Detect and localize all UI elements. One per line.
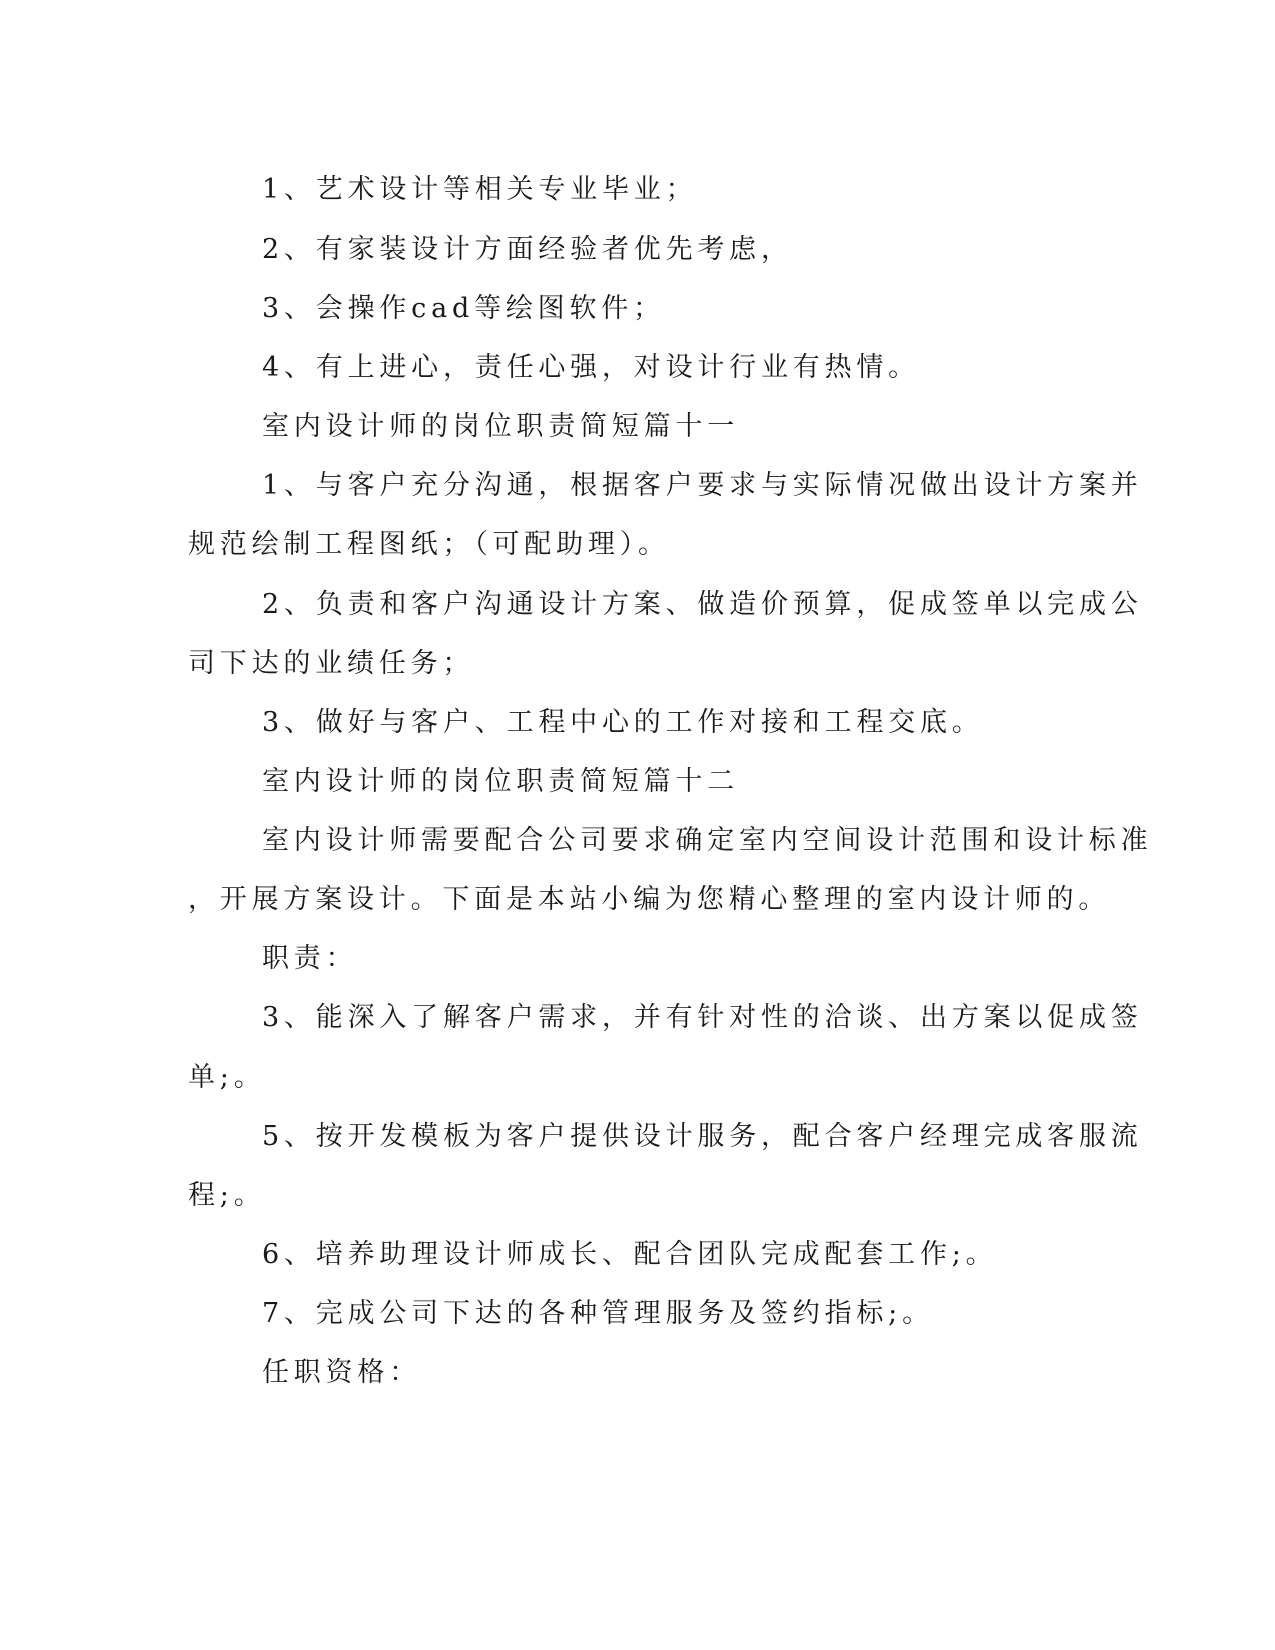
list-item: 3、能深入了解客户需求，并有针对性的洽谈、出方案以促成签 <box>262 1002 1143 1033</box>
list-item: 4、有上进心，责任心强，对设计行业有热情。 <box>262 352 920 383</box>
list-item: 3、做好与客户、工程中心的工作对接和工程交底。 <box>262 707 984 738</box>
list-item: 2、负责和客户沟通设计方案、做造价预算，促成签单以完成公 <box>262 589 1143 620</box>
subheading: 职责： <box>262 943 358 974</box>
list-item: 5、按开发模板为客户提供设计服务，配合客户经理完成客服流 <box>262 1121 1143 1152</box>
list-item: 7、完成公司下达的各种管理服务及签约指标;。 <box>262 1298 934 1329</box>
list-item: 6、培养助理设计师成长、配合团队完成配套工作;。 <box>262 1239 998 1270</box>
section-heading: 室内设计师的岗位职责简短篇十二 <box>262 766 739 797</box>
list-item: 1、艺术设计等相关专业毕业； <box>262 174 698 205</box>
list-item: 3、会操作cad等绘图软件； <box>262 293 665 324</box>
text-line: 规范绘制工程图纸；（可配助理）。 <box>188 529 670 560</box>
text-line: 程;。 <box>188 1180 266 1211</box>
list-item: 2、有家装设计方面经验者优先考虑， <box>262 234 793 265</box>
text-line: 单;。 <box>188 1062 266 1093</box>
text-line: 司下达的业绩任务； <box>188 648 475 679</box>
subheading: 任职资格： <box>262 1357 421 1388</box>
text-line: ，开展方案设计。下面是本站小编为您精心整理的室内设计师的。 <box>188 884 1111 915</box>
section-heading: 室内设计师的岗位职责简短篇十一 <box>262 411 739 442</box>
list-item: 1、与客户充分沟通，根据客户要求与实际情况做出设计方案并 <box>262 470 1143 501</box>
paragraph-line: 室内设计师需要配合公司要求确定室内空间设计范围和设计标准 <box>262 825 1153 856</box>
